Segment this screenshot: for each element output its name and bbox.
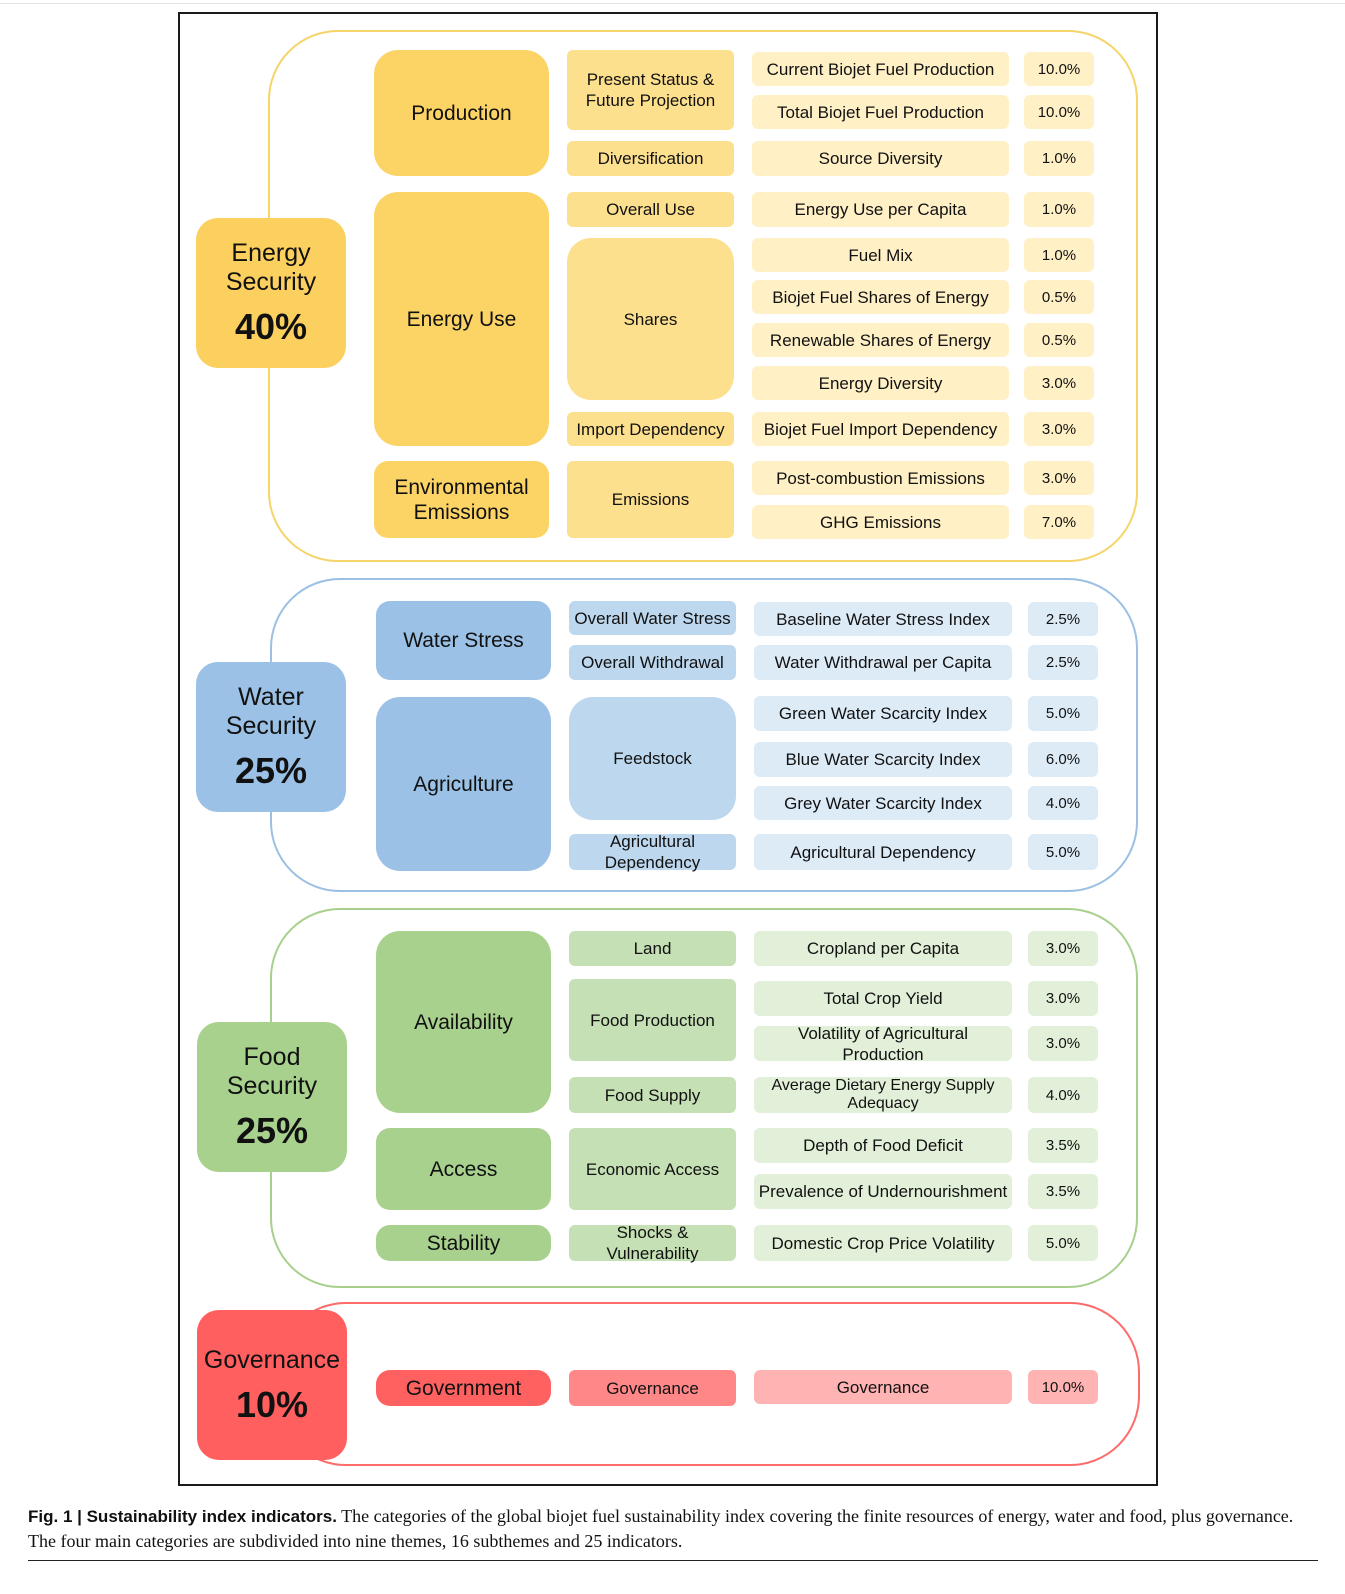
- subtheme-box: Land: [569, 931, 736, 966]
- indicator-weight: 10.0%: [1024, 52, 1094, 86]
- theme-box: Government: [376, 1370, 551, 1406]
- subtheme-box: Agricultural Dependency: [569, 834, 736, 870]
- indicator-box: Energy Use per Capita: [752, 192, 1009, 227]
- indicator-weight: 3.5%: [1028, 1174, 1098, 1209]
- indicator-box: Source Diversity: [752, 141, 1009, 176]
- indicator-weight: 10.0%: [1028, 1370, 1098, 1404]
- indicator-weight: 2.5%: [1028, 645, 1098, 680]
- subtheme-box: Feedstock: [569, 697, 736, 820]
- theme-box: Agriculture: [376, 697, 551, 871]
- subtheme-box: Food Production: [569, 979, 736, 1061]
- subtheme-box: Emissions: [567, 461, 734, 538]
- subtheme-box: Overall Use: [567, 192, 734, 227]
- indicator-weight: 1.0%: [1024, 238, 1094, 272]
- indicator-box: Biojet Fuel Shares of Energy: [752, 280, 1009, 314]
- caption-label: Fig. 1 | Sustainability index indicators.: [28, 1507, 337, 1526]
- indicator-box: Grey Water Scarcity Index: [754, 786, 1012, 820]
- indicator-weight: 3.0%: [1028, 1026, 1098, 1061]
- indicator-box: Green Water Scarcity Index: [754, 696, 1012, 731]
- indicator-box: Total Crop Yield: [754, 981, 1012, 1016]
- indicator-weight: 10.0%: [1024, 95, 1094, 129]
- indicator-weight: 5.0%: [1028, 834, 1098, 870]
- theme-box: Access: [376, 1128, 551, 1210]
- indicator-weight: 4.0%: [1028, 786, 1098, 820]
- subtheme-box: Overall Withdrawal: [569, 645, 736, 680]
- theme-box: Environmental Emissions: [374, 461, 549, 538]
- category-name: Governance: [203, 1345, 341, 1374]
- figure-caption: [28, 1504, 1318, 1553]
- theme-box: Availability: [376, 931, 551, 1113]
- subtheme-box: Shares: [567, 238, 734, 400]
- indicator-weight: 0.5%: [1024, 323, 1094, 357]
- indicator-box: Volatility of Agricultural Production: [754, 1026, 1012, 1061]
- subtheme-box: Overall Water Stress: [569, 601, 736, 635]
- subtheme-box: Economic Access: [569, 1128, 736, 1210]
- bottom-rule: [28, 1560, 1318, 1561]
- indicator-weight: 2.5%: [1028, 602, 1098, 636]
- category-box-3: [197, 1022, 347, 1172]
- indicator-weight: 7.0%: [1024, 505, 1094, 539]
- indicator-weight: 5.0%: [1028, 696, 1098, 731]
- indicator-weight: 3.0%: [1024, 366, 1094, 400]
- indicator-weight: 1.0%: [1024, 141, 1094, 176]
- category-weight: 25%: [234, 750, 308, 791]
- indicator-box: Average Dietary Energy Supply Adequacy: [754, 1077, 1012, 1113]
- indicator-box: GHG Emissions: [752, 505, 1009, 539]
- indicator-weight: 3.0%: [1028, 931, 1098, 966]
- indicator-box: Baseline Water Stress Index: [754, 602, 1012, 636]
- theme-box: Water Stress: [376, 601, 551, 680]
- category-box-1: [196, 218, 346, 368]
- category-weight: 25%: [235, 1110, 309, 1151]
- subtheme-box: Governance: [569, 1370, 736, 1406]
- indicator-box: Biojet Fuel Import Dependency: [752, 412, 1009, 446]
- indicator-box: Renewable Shares of Energy: [752, 323, 1009, 357]
- indicator-weight: 3.0%: [1024, 412, 1094, 446]
- indicator-box: Total Biojet Fuel Production: [752, 95, 1009, 129]
- subtheme-box: Diversification: [567, 141, 734, 176]
- indicator-box: Agricultural Dependency: [754, 834, 1012, 870]
- indicator-weight: 1.0%: [1024, 192, 1094, 227]
- indicator-box: Prevalence of Undernourishment: [754, 1174, 1012, 1209]
- indicator-box: Energy Diversity: [752, 366, 1009, 400]
- theme-box: Stability: [376, 1225, 551, 1261]
- indicator-box: Domestic Crop Price Volatility: [754, 1225, 1012, 1261]
- indicator-box: Blue Water Scarcity Index: [754, 742, 1012, 777]
- caption-text: The categories of the global biojet fuel sustainability index covering the finite resources of energy, water and food, plus governance. The four main categories are subdivided into nine themes, 16 subthemes and 25 indicators.: [28, 1506, 1294, 1551]
- indicator-box: Depth of Food Deficit: [754, 1128, 1012, 1163]
- indicator-box: Current Biojet Fuel Production: [752, 52, 1009, 86]
- category-name: Water Security: [225, 683, 317, 740]
- category-name: Food Security: [226, 1043, 318, 1100]
- category-box-4: [197, 1310, 347, 1460]
- indicator-box: Cropland per Capita: [754, 931, 1012, 966]
- category-name: Energy Security: [225, 239, 317, 296]
- indicator-box: Post-combustion Emissions: [752, 461, 1009, 495]
- indicator-weight: 3.5%: [1028, 1128, 1098, 1163]
- indicator-weight: 0.5%: [1024, 280, 1094, 314]
- indicator-weight: 3.0%: [1024, 461, 1094, 495]
- top-rule: [0, 3, 1345, 4]
- indicator-weight: 6.0%: [1028, 742, 1098, 777]
- indicator-weight: 5.0%: [1028, 1225, 1098, 1261]
- category-weight: 10%: [235, 1383, 309, 1425]
- indicator-weight: 4.0%: [1028, 1077, 1098, 1113]
- indicator-box: Fuel Mix: [752, 238, 1009, 272]
- category-box-2: [196, 662, 346, 812]
- category-weight: 40%: [234, 306, 308, 347]
- indicator-box: Water Withdrawal per Capita: [754, 645, 1012, 680]
- subtheme-box: Import Dependency: [567, 412, 734, 446]
- subtheme-box: Food Supply: [569, 1077, 736, 1113]
- indicator-weight: 3.0%: [1028, 981, 1098, 1016]
- theme-box: Production: [374, 50, 549, 176]
- subtheme-box: Shocks & Vulnerability: [569, 1225, 736, 1261]
- theme-box: Energy Use: [374, 192, 549, 446]
- subtheme-box: Present Status & Future Projection: [567, 50, 734, 130]
- indicator-box: Governance: [754, 1370, 1012, 1404]
